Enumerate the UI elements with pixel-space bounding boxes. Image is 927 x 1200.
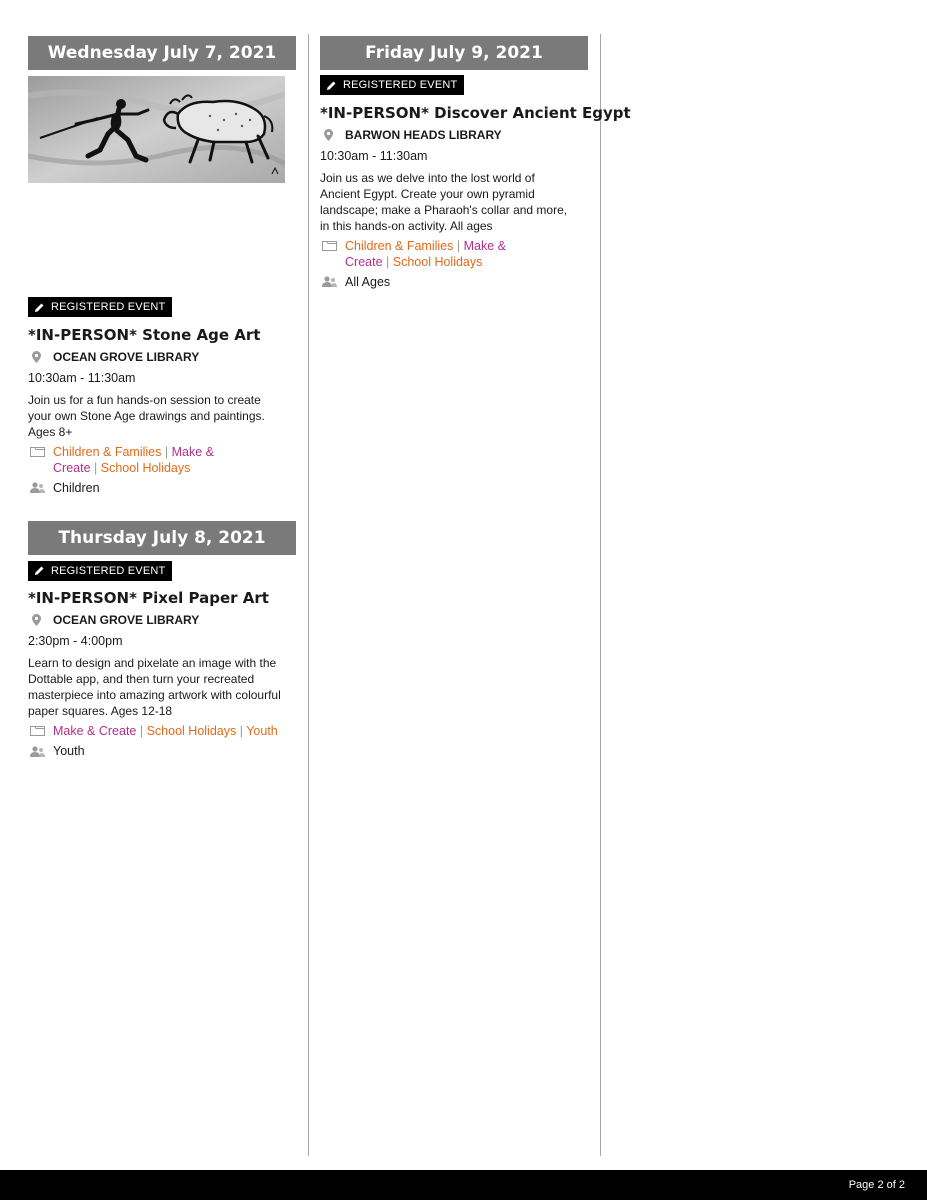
registered-event-badge <box>28 297 172 317</box>
category-link[interactable]: Children & Families <box>345 238 454 253</box>
event-location <box>28 613 296 627</box>
audience-label: All Ages <box>345 274 391 289</box>
category-separator: | <box>164 444 169 459</box>
category-separator: | <box>139 724 144 738</box>
category-link[interactable]: Youth <box>246 724 278 738</box>
event-location <box>28 350 296 364</box>
audience-label: Youth <box>53 744 85 758</box>
event-audience <box>320 275 588 289</box>
date-header: Thursday July 8, 2021 <box>28 521 296 555</box>
event-time: 10:30am - 11:30am <box>320 148 428 163</box>
badge-label: REGISTERED EVENT <box>51 564 166 577</box>
event-description: Learn to design and pixelate an image with the Dottable app, and then turn your recreated masterpiece into amazing artwork with colourful paper squares. Ages 12-18 <box>28 656 281 718</box>
category-link[interactable]: Make & Create <box>53 444 214 475</box>
category-link[interactable]: School Holidays <box>146 724 237 738</box>
category-link[interactable]: Make & Create <box>345 238 506 269</box>
page-number: Page 2 of 2 <box>848 1179 905 1191</box>
people-icon <box>30 482 45 493</box>
folder-icon <box>30 446 45 457</box>
category-link[interactable]: School Holidays <box>100 460 191 475</box>
date-header: Wednesday July 7, 2021 <box>28 36 296 70</box>
people-icon <box>322 276 337 287</box>
event-title[interactable]: *IN-PERSON* Pixel Paper Art <box>28 589 269 607</box>
category-link[interactable]: School Holidays <box>392 254 483 269</box>
map-pin-icon <box>324 129 333 141</box>
location-label[interactable]: OCEAN GROVE LIBRARY <box>53 349 200 364</box>
event-categories <box>28 723 296 739</box>
column-left <box>28 36 296 758</box>
event-card <box>28 297 296 495</box>
event-description: Join us as we delve into the lost world of Ancient Egypt. Create your own pyramid landscape; make a Pharaoh's collar and more, in this hands-on activity. All ages <box>320 170 568 233</box>
category-separator: | <box>239 724 243 738</box>
event-card <box>28 561 296 759</box>
event-card <box>320 75 631 289</box>
event-title[interactable]: *IN-PERSON* Discover Ancient Egypt <box>320 103 631 122</box>
category-separator: | <box>94 460 98 475</box>
badge-label: REGISTERED EVENT <box>343 79 458 91</box>
folder-icon <box>322 240 337 251</box>
column-divider-1 <box>308 34 309 1156</box>
event-time: 10:30am - 11:30am <box>28 370 136 385</box>
folder-icon <box>30 725 45 736</box>
page-footer <box>0 1170 927 1200</box>
column-middle <box>320 36 631 289</box>
registered-event-badge <box>320 75 464 95</box>
event-location <box>320 128 588 142</box>
category-separator: | <box>386 254 390 269</box>
event-categories <box>28 444 296 476</box>
pencil-icon <box>34 302 45 313</box>
registered-event-badge <box>28 561 172 581</box>
pencil-icon <box>34 565 45 576</box>
event-audience <box>28 481 296 495</box>
map-pin-icon <box>32 351 41 363</box>
badge-label: REGISTERED EVENT <box>51 301 166 313</box>
category-link[interactable]: Children & Families <box>53 444 162 459</box>
event-audience <box>28 744 296 758</box>
event-description: Join us for a fun hands-on session to create your own Stone Age drawings and paintings. Ages 8+ <box>28 392 265 439</box>
people-icon <box>30 746 45 757</box>
cave-painting-image <box>28 76 285 183</box>
category-link[interactable]: Make & Create <box>53 724 137 738</box>
audience-label: Children <box>53 480 100 495</box>
location-label[interactable]: BARWON HEADS LIBRARY <box>345 127 502 142</box>
column-divider-2 <box>600 34 601 1156</box>
event-time: 2:30pm - 4:00pm <box>28 634 123 648</box>
event-title[interactable]: *IN-PERSON* Stone Age Art <box>28 325 261 344</box>
category-separator: | <box>456 238 461 253</box>
pencil-icon <box>326 80 337 91</box>
event-categories <box>320 238 588 270</box>
date-header: Friday July 9, 2021 <box>320 36 588 70</box>
location-label[interactable]: OCEAN GROVE LIBRARY <box>53 613 200 627</box>
map-pin-icon <box>32 614 41 626</box>
